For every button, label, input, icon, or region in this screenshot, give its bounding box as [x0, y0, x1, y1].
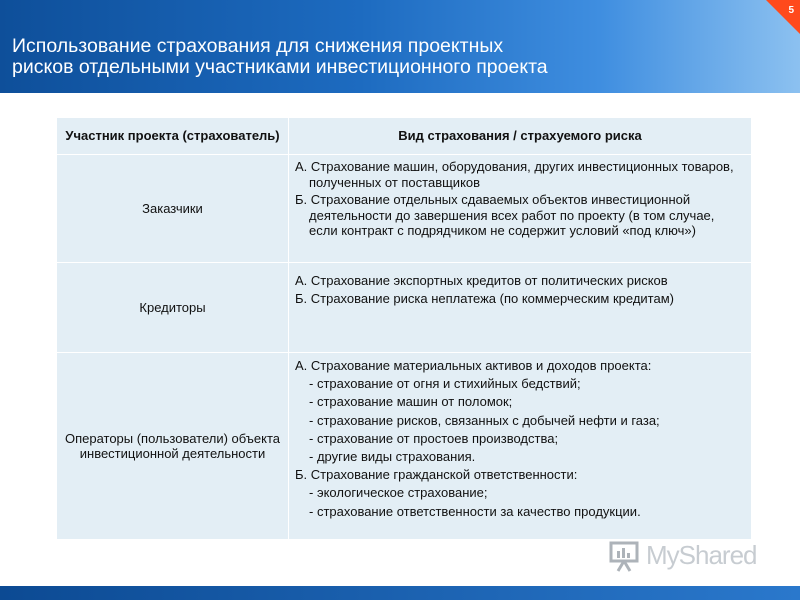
list-item: Б. Страхование отдельных сдаваемых объектов инвестиционной деятельности до завершения всех работ по проекту (в том случае, если контракт с подрядчиком не содержит условий «под ключ»): [295, 192, 715, 238]
table-header-row: [57, 118, 752, 155]
insurance-cell: [289, 263, 752, 353]
list-item: - другие виды страхования.: [309, 449, 476, 465]
table-row: [57, 155, 752, 263]
insurance-cell: [289, 155, 752, 263]
watermark-logo: [606, 538, 766, 576]
list-item: - экологическое страхование;: [309, 485, 488, 501]
list-item: - страхование от огня и стихийных бедствий;: [309, 376, 581, 392]
footer-bar: [0, 586, 800, 600]
table-row: [57, 353, 752, 540]
insurance-cell: [289, 353, 752, 540]
list-item: - страхование машин от поломок;: [309, 394, 513, 410]
participant-cell: Операторы (пользователи) объекта инвестиционной деятельности: [57, 353, 289, 540]
list-item: - страхование ответственности за качество продукции.: [309, 503, 641, 519]
slide-number: 5: [788, 5, 794, 16]
list-item: А. Страхование экспортных кредитов от политических рисков: [295, 273, 668, 288]
presentation-board-icon: [608, 540, 640, 572]
insurance-table: [56, 117, 752, 540]
list-item: - страхование рисков, связанных с добычей нефти и газа;: [309, 412, 660, 428]
list-item: А. Страхование материальных активов и доходов проекта:: [295, 358, 652, 373]
table-row: [57, 263, 752, 353]
slide-title-line-1: Использование страхования для снижения проектных: [12, 35, 504, 57]
slide-title-line-2: рисков отдельными участниками инвестиционного проекта: [12, 56, 548, 78]
slide-title: [12, 36, 548, 78]
column-header-participant: Участник проекта (страхователь): [57, 118, 289, 155]
participant-cell: Заказчики: [57, 155, 289, 263]
list-item: Б. Страхование риска неплатежа (по коммерческим кредитам): [295, 290, 674, 306]
list-item: А. Страхование машин, оборудования, других инвестиционных товаров, полученных от поставщиков: [295, 159, 734, 190]
slide-number-corner: [766, 0, 800, 34]
participant-cell: Кредиторы: [57, 263, 289, 353]
title-bar: [0, 0, 800, 93]
column-header-insurance-type: Вид страхования / страхуемого риска: [289, 118, 752, 155]
list-item: - страхование от простоев производства;: [309, 430, 559, 446]
watermark-brand: MyShared: [646, 540, 757, 570]
list-item: Б. Страхование гражданской ответственности:: [295, 467, 578, 483]
